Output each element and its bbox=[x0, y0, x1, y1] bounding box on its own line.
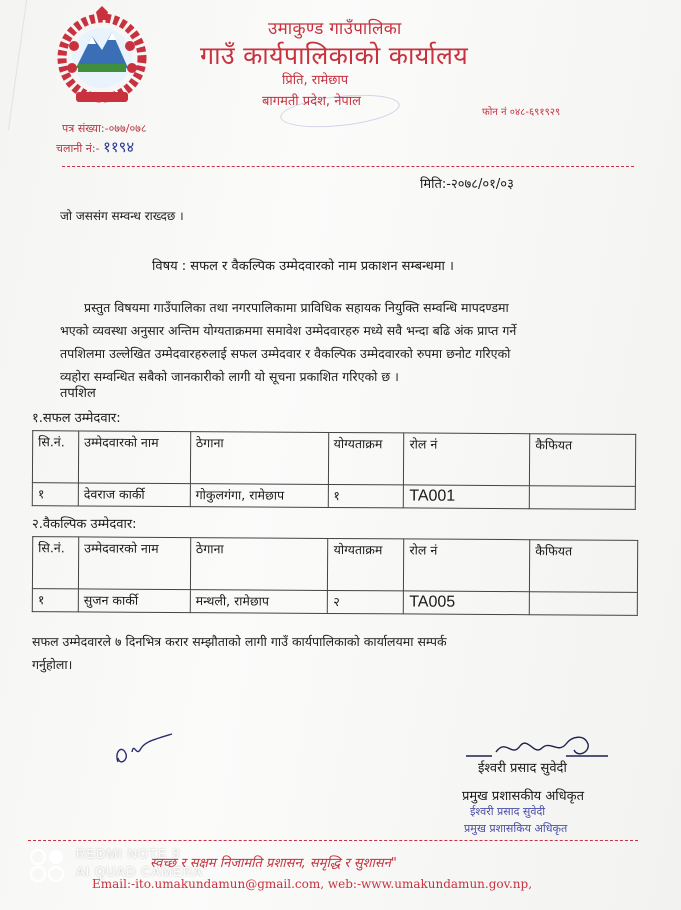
header-divider bbox=[62, 166, 634, 167]
closing-line-1: सफल उम्मेदवारले ७ दिनभित्र करार सम्झौताको लागी गाउँ कार्यपालिकाको कार्यालयमा सम्पर्क bbox=[32, 634, 447, 649]
dispatch-label: चलानी नं:- bbox=[56, 142, 100, 155]
cell-sn: १ bbox=[32, 589, 78, 612]
column-header: कैफियत bbox=[530, 434, 636, 487]
column-header: रोल नं bbox=[404, 433, 530, 486]
body-line-2: भएको व्यवस्था अनुसार अन्तिम योग्यताक्रममा समावेश उम्मेदवारहरु मध्ये सवै भन्दा बढि अंक प्राप्त गर्ने bbox=[60, 323, 517, 338]
column-header: सि.नं. bbox=[32, 431, 78, 483]
successful-candidates-table bbox=[32, 430, 636, 510]
table-row bbox=[32, 589, 637, 616]
cell-roll: TA005 bbox=[404, 591, 530, 615]
column-header: योग्यताक्रम bbox=[328, 538, 404, 590]
footer-contact: Email:-ito.umakundamun@gmail.com, web:-www.umakundamun.gov.np, bbox=[92, 877, 533, 891]
signatory-name: ईश्वरी प्रसाद सुवेदी bbox=[478, 761, 567, 776]
footer-motto: स्वच्छ र सक्षम निजामति प्रशासन, समृद्धि र सुशासन" bbox=[150, 856, 397, 871]
alternate-candidates-table bbox=[32, 536, 638, 616]
camera-dots-icon bbox=[28, 848, 68, 882]
cell-name: देवराज कार्की bbox=[78, 483, 190, 507]
column-header: उम्मेदवारको नाम bbox=[78, 431, 190, 484]
paper-crease bbox=[0, 0, 27, 130]
column-header: कैफियत bbox=[530, 540, 638, 593]
body-line-4: व्यहोरा सम्वन्धित सबैको जानकारीको लागी यो सूचना प्रकाशित गरिएको छ । bbox=[60, 369, 399, 384]
body-line-3: तपशिलमा उल्लेखित उम्मेदवारहरुलाई सफल उम्मेदवार र वैकल्पिक उम्मेदवारको रुपमा छनोट गरिएको bbox=[60, 346, 511, 361]
cell-rank: १ bbox=[328, 484, 404, 507]
nepal-emblem-icon bbox=[56, 6, 148, 110]
column-header: रोल नं bbox=[404, 539, 530, 592]
column-header: उम्मेदवारको नाम bbox=[78, 537, 190, 590]
signature-icon bbox=[462, 728, 612, 764]
letter-date: मिति:-२०७८/०१/०३ bbox=[420, 177, 514, 192]
letter-number: पत्र संख्या:-०७७/०७८ bbox=[62, 122, 147, 135]
cell-remarks bbox=[529, 592, 637, 616]
column-header: सि.नं. bbox=[32, 537, 78, 589]
column-header: योग्यताक्रम bbox=[328, 432, 404, 484]
cell-rank: २ bbox=[328, 590, 404, 613]
closing-paragraph bbox=[32, 630, 642, 676]
province: बागमती प्रदेश, नेपाल bbox=[262, 94, 361, 109]
watermark-line-2: AI QUAD CAMERA bbox=[76, 864, 203, 879]
cell-name: सुजन कार्की bbox=[78, 589, 190, 613]
stamp-signatory-name: ईश्वरी प्रसाद सुवेदी bbox=[470, 805, 546, 818]
alternate-heading: २.वैकल्पिक उम्मेदवार: bbox=[32, 517, 137, 532]
phone-number: फोन नं ०४८-६९१९२९ bbox=[482, 107, 561, 118]
office-name: गाउँ कार्यपालिकाको कार्यालय bbox=[200, 41, 469, 70]
salutation: जो जससंग सम्वन्ध राख्दछ । bbox=[60, 209, 184, 223]
stamp-signatory-title: प्रमुख प्रशासकिय अधिकृत bbox=[464, 822, 568, 835]
signatory-title: प्रमुख प्रशासकीय अधिकृत bbox=[462, 789, 585, 804]
footer-divider bbox=[28, 840, 638, 841]
column-header: ठेगाना bbox=[190, 432, 328, 485]
column-header: ठेगाना bbox=[190, 538, 328, 591]
subject-line: विषय : सफल र वैकल्पिक उम्मेदवारको नाम प्रकाशन सम्बन्धमा । bbox=[152, 259, 454, 274]
watermark-line-1: REDMI NOTE 8 bbox=[76, 846, 181, 861]
dispatch-number-line bbox=[56, 137, 134, 157]
closing-line-2: गर्नुहोला। bbox=[32, 657, 73, 672]
cell-address: मन्थली, रामेछाप bbox=[190, 590, 328, 614]
body-paragraph bbox=[60, 296, 640, 388]
tapasil-label: तपशिल bbox=[60, 386, 96, 401]
cell-remarks bbox=[529, 486, 635, 510]
table-header-row bbox=[32, 431, 635, 487]
cell-address: गोकुलगंगा, रामेछाप bbox=[190, 484, 328, 508]
successful-heading: १.सफल उम्मेदवार: bbox=[32, 411, 121, 426]
initial-mark-icon bbox=[112, 722, 180, 768]
camera-watermark bbox=[22, 844, 222, 884]
municipality-name: उमाकुण्ड गाउँपालिका bbox=[268, 19, 402, 39]
dispatch-number: ११९४ bbox=[103, 138, 135, 156]
table-header-row bbox=[32, 537, 637, 593]
table-row bbox=[32, 483, 635, 510]
cell-roll: TA001 bbox=[404, 485, 530, 509]
cell-sn: १ bbox=[32, 483, 78, 506]
body-line-1: प्रस्तुत विषयमा गाउँपालिका तथा नगरपालिकामा प्राविधिक सहायक नियुक्ति सम्वन्धि मापदण्डमा bbox=[84, 300, 509, 315]
office-location: प्रिति, रामेछाप bbox=[282, 73, 349, 88]
